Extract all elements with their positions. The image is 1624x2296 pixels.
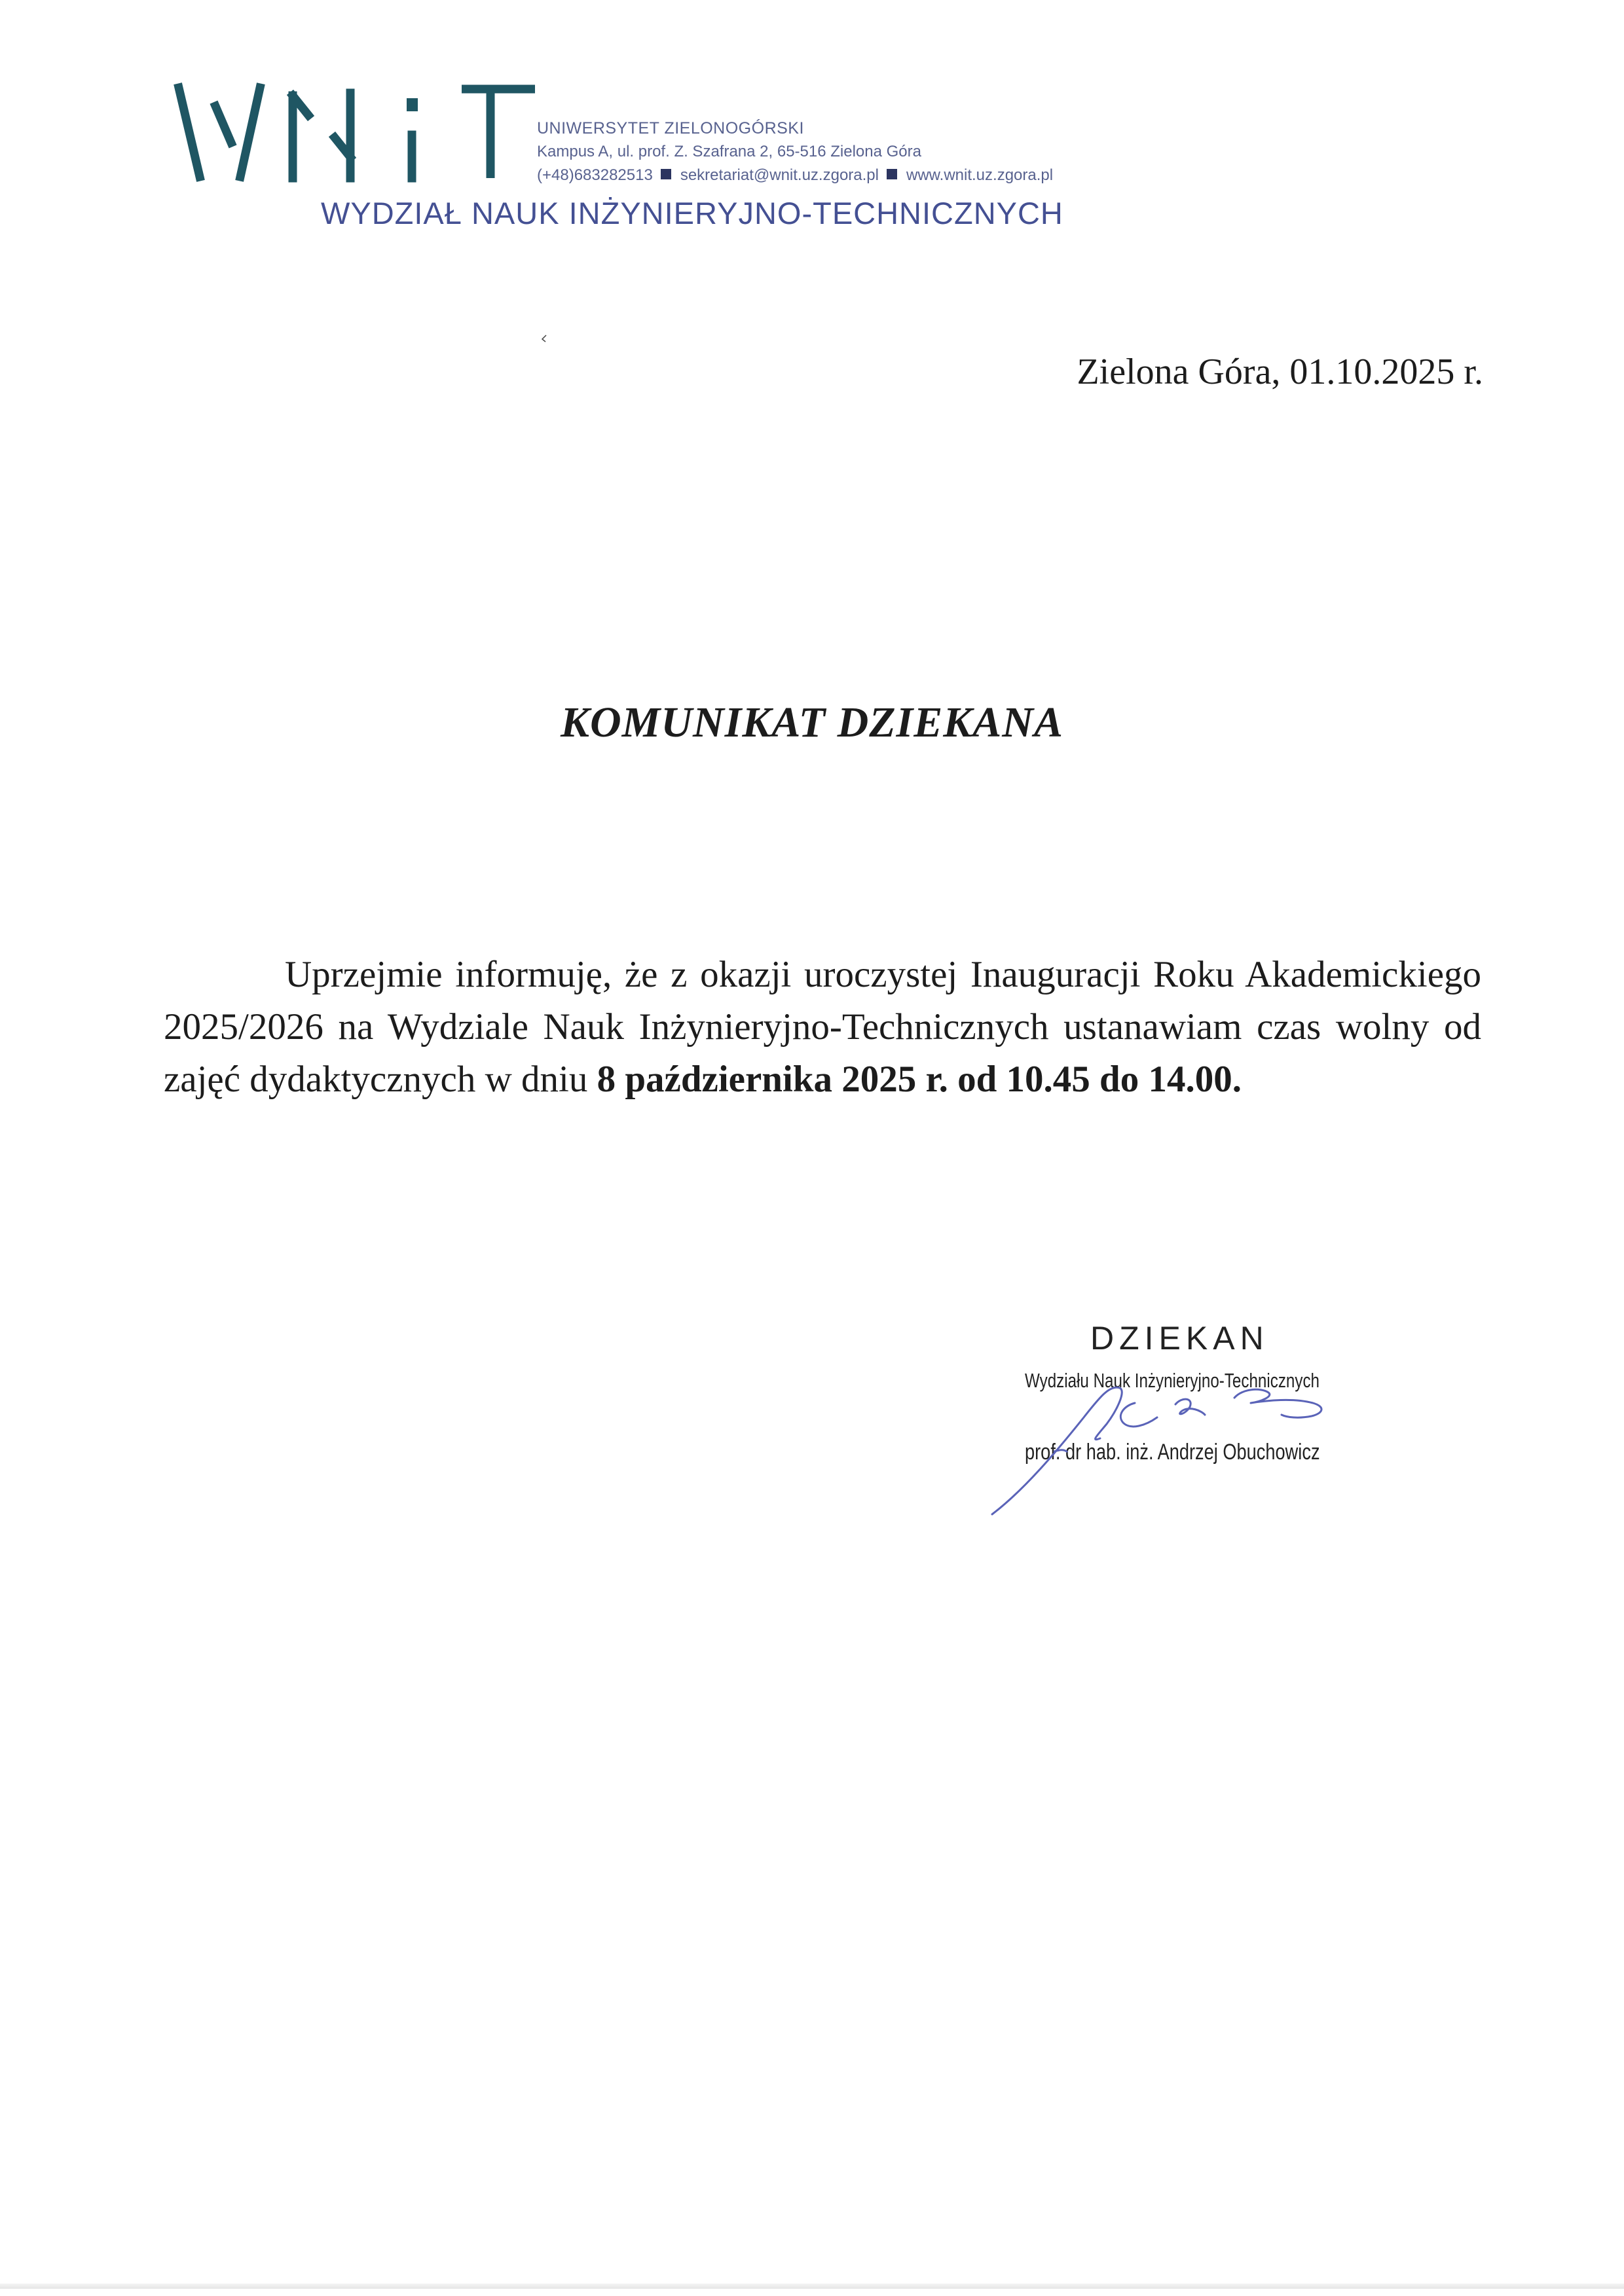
signatory-role: DZIEKAN bbox=[1090, 1320, 1269, 1357]
page-bottom-edge bbox=[0, 2284, 1624, 2289]
stray-mark-icon bbox=[541, 334, 547, 343]
university-name: UNIWERSYTET ZIELONOGÓRSKI bbox=[537, 119, 804, 137]
handwritten-signature bbox=[986, 1365, 1352, 1522]
signatory-faculty: Wydziału Nauk Inżynieryjno-Technicznych bbox=[1025, 1369, 1320, 1392]
date-line: Zielona Góra, 01.10.2025 r. bbox=[1077, 352, 1483, 392]
signatory-name: prof. dr hab. inż. Andrzej Obuchowicz bbox=[1025, 1440, 1320, 1465]
square-bullet-icon bbox=[661, 169, 671, 179]
document-title: KOMUNIKAT DZIEKANA bbox=[560, 699, 1063, 746]
university-address: Kampus A, ul. prof. Z. Szafrana 2, 65-516 Zielona Góra bbox=[537, 143, 921, 160]
wnit-logo-graphic bbox=[174, 80, 540, 188]
announcement-body bbox=[164, 949, 1481, 1106]
wnit-logo bbox=[174, 80, 540, 188]
university-contact bbox=[537, 164, 1053, 187]
phone-number: (+48)683282513 bbox=[537, 166, 653, 184]
square-bullet-icon bbox=[887, 169, 897, 179]
email-link[interactable]: sekretariat@wnit.uz.zgora.pl bbox=[680, 166, 879, 184]
body-text-bold: 8 października 2025 r. od 10.45 do 14.00. bbox=[597, 1059, 1242, 1100]
signature-icon bbox=[986, 1365, 1352, 1522]
body-text-main: Uprzejmie informuję, że z okazji uroczystej Inauguracji Roku Akademickiego 2025/2026 na Wydziale Nauk Inżynieryjno-Technicznych ustanawiam czas wolny od zajęć dydaktycznych w dniu bbox=[164, 954, 1481, 1100]
faculty-name: WYDZIAŁ NAUK INŻYNIERYJNO-TECHNICZNYCH bbox=[321, 196, 1063, 230]
website-link[interactable]: www.wnit.uz.zgora.pl bbox=[906, 166, 1054, 184]
university-info bbox=[537, 117, 1053, 187]
